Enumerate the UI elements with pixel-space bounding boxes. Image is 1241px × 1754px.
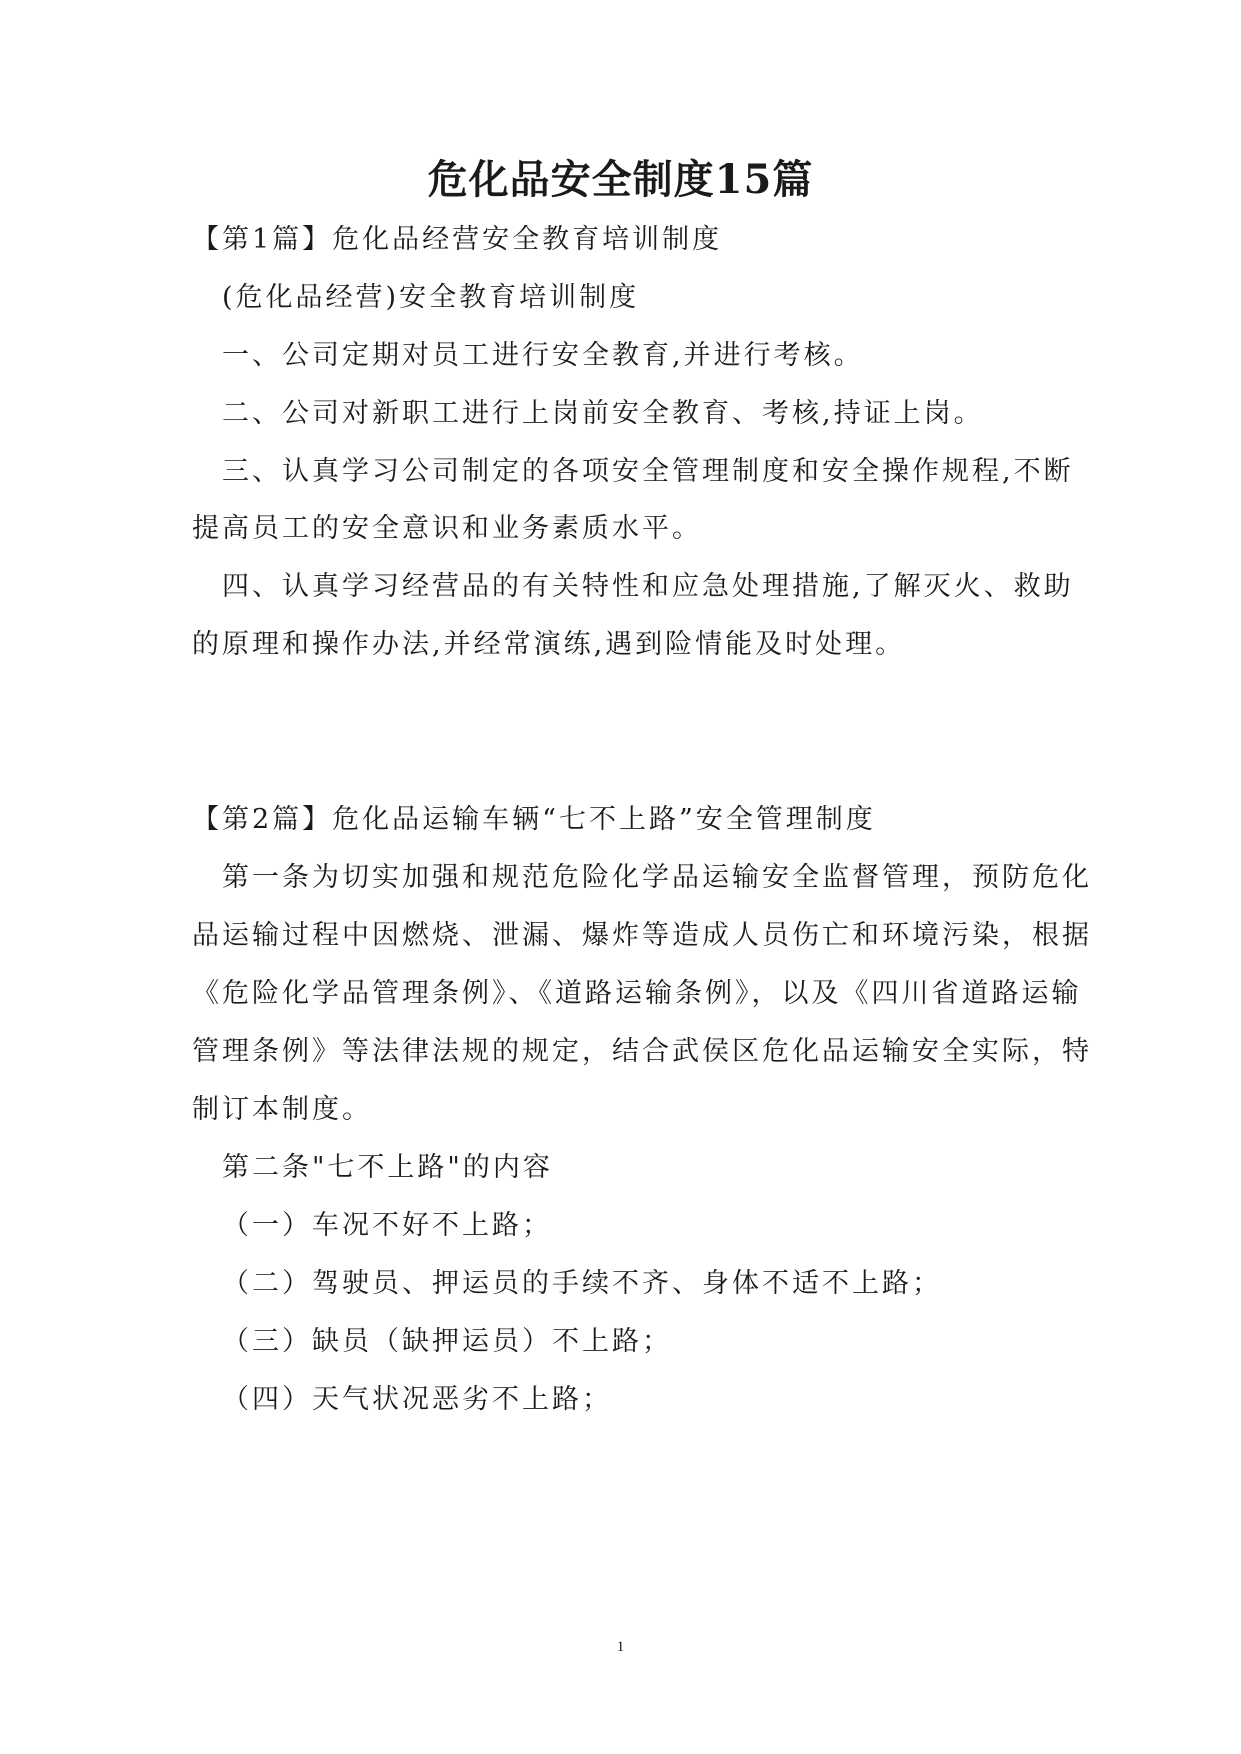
list-item: （四）天气状况恶劣不上路； xyxy=(222,1384,612,1415)
paragraph: 提高员工的安全意识和业务素质水平。 xyxy=(192,513,702,544)
paragraph: 《危险化学品管理条例》、《道路运输条例》，以及《四川省道路运输 xyxy=(192,978,1082,1009)
paragraph: 管理条例》等法律法规的规定，结合武侯区危化品运输安全实际，特 xyxy=(192,1036,1092,1067)
paragraph: (危化品经营)安全教育培训制度 xyxy=(222,282,640,313)
paragraph: 一、公司定期对员工进行安全教育,并进行考核。 xyxy=(222,340,864,371)
page-number: 1 xyxy=(616,1639,625,1655)
paragraph: 品运输过程中因燃烧、泄漏、爆炸等造成人员伤亡和环境污染，根据 xyxy=(192,920,1092,951)
list-item: （二）驾驶员、押运员的手续不齐、身体不适不上路； xyxy=(222,1268,942,1299)
paragraph: 第二条"七不上路"的内容 xyxy=(222,1152,553,1183)
section-heading: 【第1篇】危化品经营安全教育培训制度 xyxy=(192,224,723,255)
paragraph: 三、认真学习公司制定的各项安全管理制度和安全操作规程,不断 xyxy=(222,456,1074,487)
paragraph: 四、认真学习经营品的有关特性和应急处理措施,了解灭火、救助 xyxy=(222,571,1074,602)
paragraph: 二、公司对新职工进行上岗前安全教育、考核,持证上岗。 xyxy=(222,398,984,429)
list-item: （一）车况不好不上路； xyxy=(222,1210,552,1241)
section-heading: 【第2篇】危化品运输车辆“七不上路”安全管理制度 xyxy=(192,804,876,835)
paragraph: 制订本制度。 xyxy=(192,1094,372,1125)
paragraph: 的原理和操作办法,并经常演练,遇到险情能及时处理。 xyxy=(192,629,906,660)
paragraph: 第一条为切实加强和规范危险化学品运输安全监督管理，预防危化 xyxy=(222,862,1092,893)
page-title: 危化品安全制度15篇 xyxy=(427,156,814,203)
list-item: （三）缺员（缺押运员）不上路； xyxy=(222,1326,672,1357)
